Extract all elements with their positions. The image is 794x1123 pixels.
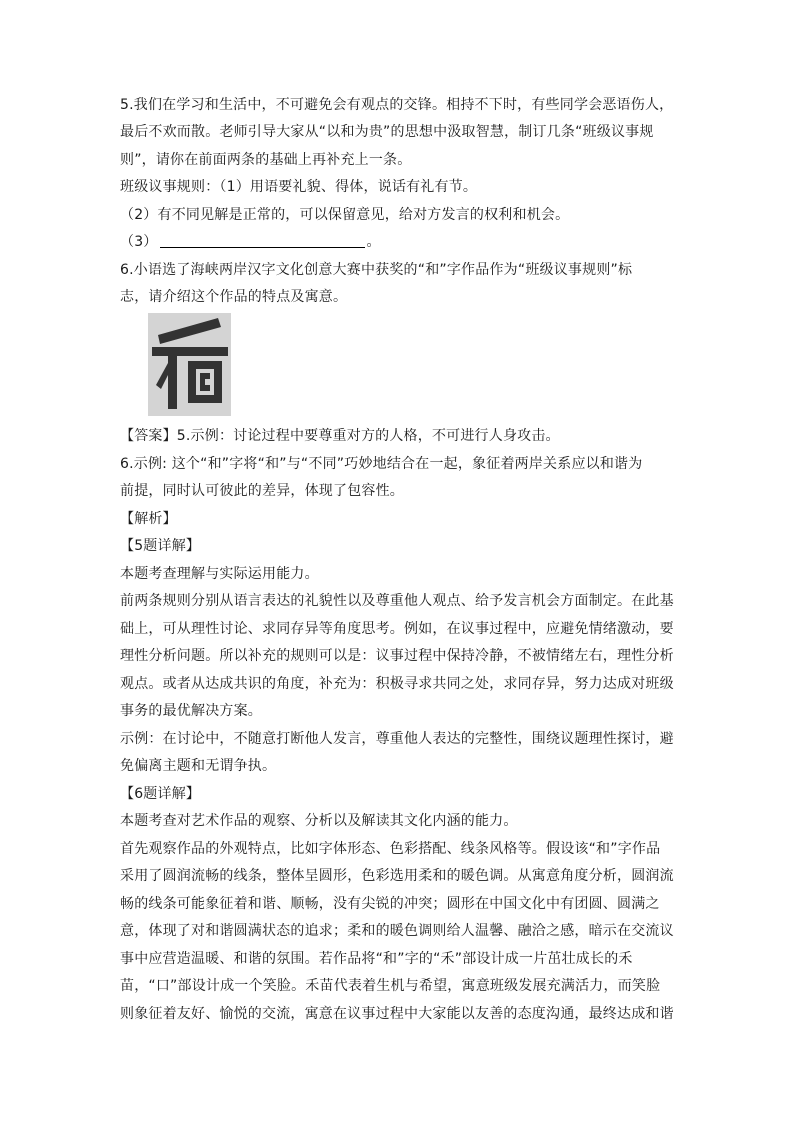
q6-line-1: 6.小语选了海峡两岸汉字文化创意大赛中获奖的“和”字作品作为“班级议事规则”标 [120,262,633,278]
answer-line-2: 6.示例: 这个“和”字将“和”与“不同”巧妙地结合在一起，象征着两岸关系应以和谐为 [120,456,643,472]
analysis-heading: 【解析】 [120,511,177,527]
rule-3-prefix: （3） [120,234,158,250]
rule-2: （2）有不同见解是正常的，可以保留意见，给对方发言的权利和机会。 [120,207,570,223]
q5-analysis-line: 本题考查理解与实际运用能力。 [120,566,319,582]
q5-analysis-line: 前两条规则分别从语言表达的礼貌性以及尊重他人观点、给予发言机会方面制定。在此基 [120,593,674,609]
q6-analysis-heading: 【6题详解】 [120,786,201,802]
he-character-logo-image [148,313,231,416]
q6-analysis-line: 苗，“口”部设计成一个笑脸。禾苗代表着生机与希望，寓意班级发展充满活力，而笑脸 [120,978,661,994]
rule-3 [120,233,381,251]
q5-analysis-line: 理性分析问题。所以补充的规则可以是：议事过程中保持冷静，不被情绪左右，理性分析 [120,648,674,664]
q5-analysis-line: 示例：在讨论中，不随意打断他人发言，尊重他人表达的完整性，围绕议题理性探讨，避 [120,731,674,747]
q5-analysis-line: 观点。或者从达成共识的角度，补充为：积极寻求共同之处，求同存异，努力达成对班级 [120,676,674,692]
answer-blank [160,234,365,248]
q6-analysis-line: 畅的线条可能象征着和谐、顺畅，没有尖锐的冲突；圆形在中国文化中有团圆、圆满之 [120,896,660,912]
rule-3-suffix: 。 [366,234,381,250]
q5-analysis-line: 础上，可从理性讨论、求同存异等角度思考。例如，在议事过程中，应避免情绪激动，要 [120,621,674,637]
q5-analysis-heading: 【5题详解】 [120,538,201,554]
answer-line-3: 前提，同时认可彼此的差异，体现了包容性。 [120,483,404,499]
q6-analysis-line: 首先观察作品的外观特点，比如字体形态、色彩搭配、线条风格等。假设该“和”字作品 [120,841,661,857]
q6-analysis-line: 本题考查对艺术作品的观察、分析以及解读其文化内涵的能力。 [120,813,518,829]
q5-line-3: 则”，请你在前面两条的基础上再补充上一条。 [120,152,412,168]
q6-analysis-line: 则象征着友好、愉悦的交流，寓意在议事过程中大家能以友善的态度沟通，最终达成和谐 [120,1006,674,1022]
q6-analysis-line: 事中应营造温暖、和谐的氛围。若作品将“和”字的“禾”部设计成一片茁壮成长的禾 [120,951,633,967]
q5-analysis-line: 事务的最优解决方案。 [120,703,262,719]
q5-line-1: 5.我们在学习和生活中，不可避免会有观点的交锋。相持不下时，有些同学会恶语伤人， [120,97,674,113]
q5-line-2: 最后不欢而散。老师引导大家从“以和为贵”的思想中汲取智慧，制订几条“班级议事规 [120,124,654,140]
q6-analysis-line: 采用了圆润流畅的线条，整体呈圆形，色彩选用柔和的暖色调。从寓意角度分析，圆润流 [120,868,674,884]
answer-line-1: 【答案】5.示例：讨论过程中要尊重对方的人格，不可进行人身攻击。 [120,428,560,444]
q5-analysis-line: 免偏离主题和无谓争执。 [120,758,277,774]
q6-analysis-line: 意，体现了对和谐圆满状态的追求；柔和的暖色调则给人温馨、融洽之感，暗示在交流议 [120,923,674,939]
rules-intro: 班级议事规则：（1）用语要礼貌、得体，说话有礼有节。 [120,179,478,195]
q6-line-2: 志，请介绍这个作品的特点及寓意。 [120,289,348,305]
